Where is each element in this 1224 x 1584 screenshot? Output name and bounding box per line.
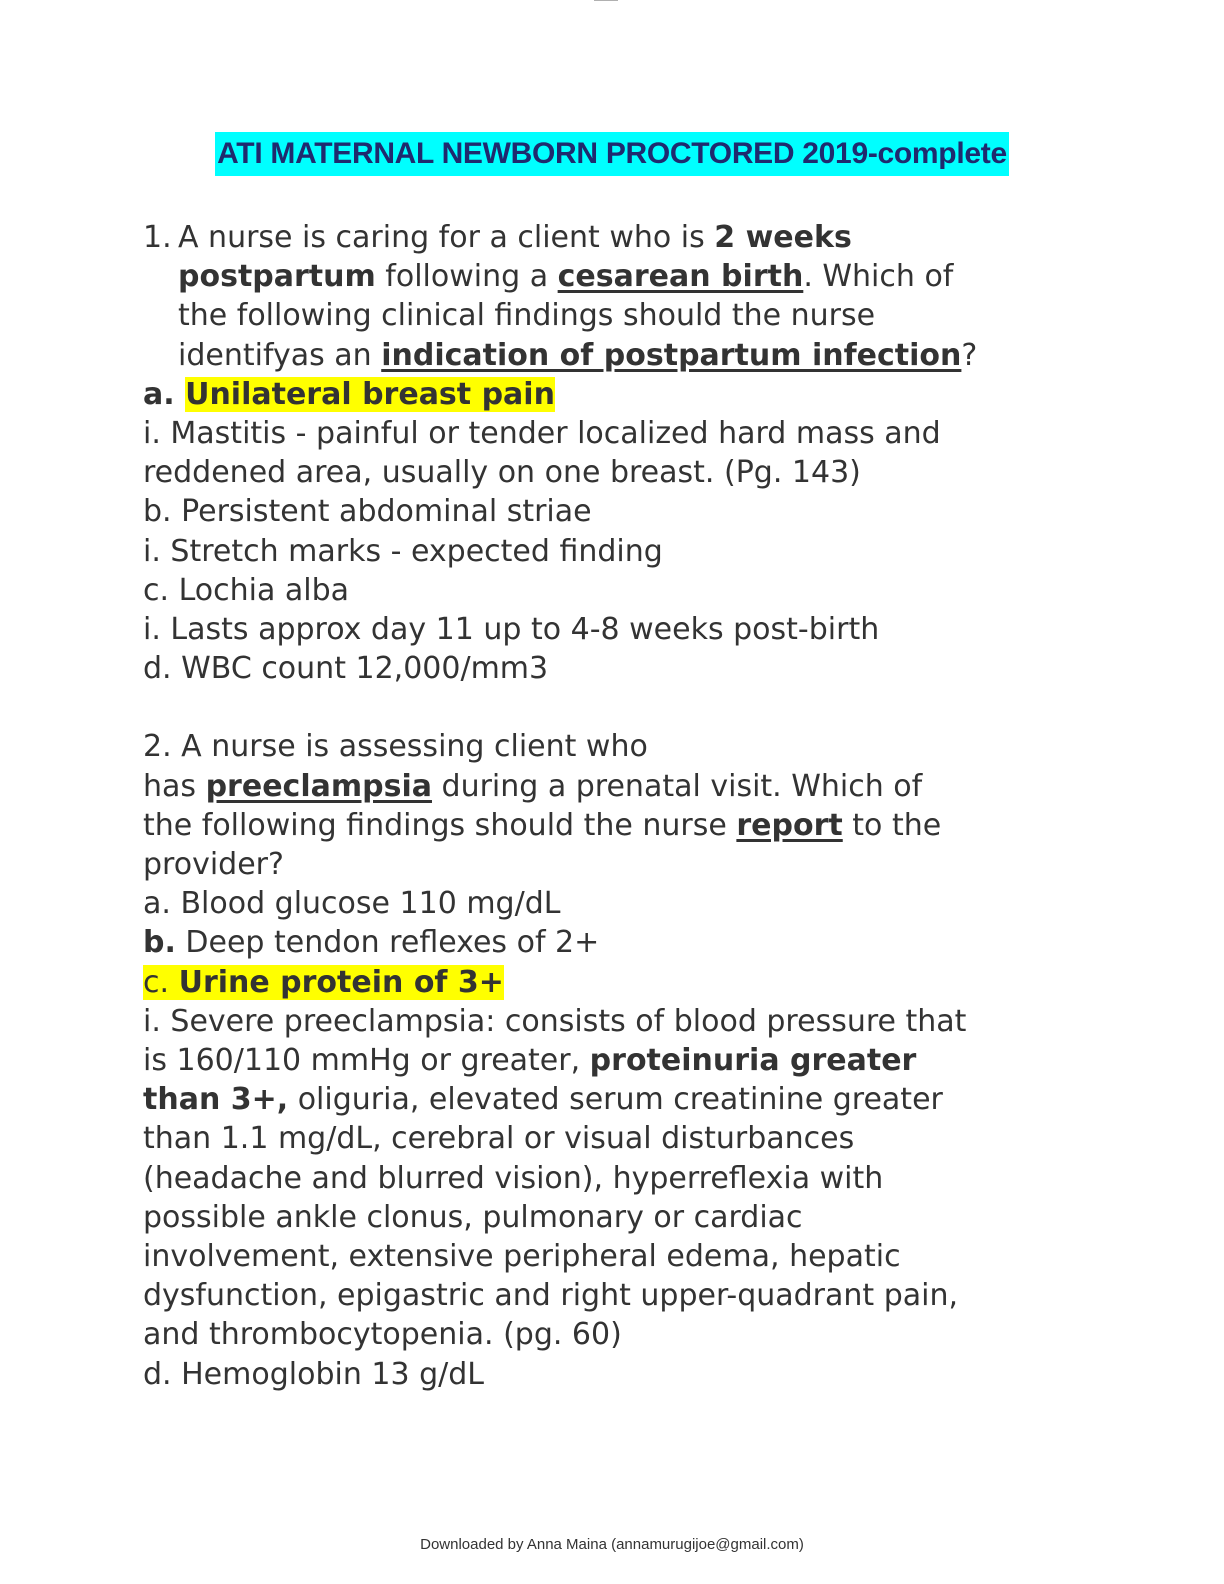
q1-emphasis: postpartum [178, 259, 376, 295]
correct-answer-highlight: Urine protein of 3+ [178, 964, 504, 1000]
q1-rationale-a-1: i. Mastitis - painful or tender localized hard mass and [143, 416, 941, 452]
q2-rationale-2 [143, 1041, 1073, 1080]
title-container [0, 132, 1224, 176]
q2-option-c [143, 963, 1073, 1002]
q1-option-d: d. WBC count 12,000/mm3 [143, 651, 549, 687]
q1-line-2 [143, 257, 1073, 296]
q2-rationale-1: i. Severe preeclampsia: consists of blood pressure that [143, 1003, 967, 1039]
q1-line-3: the following clinical findings should the nurse [178, 298, 876, 334]
q1-number: 1. [143, 220, 172, 255]
option-prefix: a. [143, 376, 186, 412]
spacer [143, 688, 1073, 727]
header-mark [594, 0, 618, 3]
option-prefix: c. [143, 964, 179, 1000]
q2-line-1: 2. A nurse is assessing client who [143, 729, 648, 765]
q1-rationale-b: i. Stretch marks - expected finding [143, 533, 663, 569]
q1-emphasis: 2 weeks [714, 220, 852, 255]
q1-line-1 [143, 218, 1073, 257]
q2-line-4: provider? [143, 847, 284, 883]
q2-rationale-6: possible ankle clonus, pulmonary or cardiac [143, 1199, 803, 1235]
q1-rationale-c: i. Lasts approx day 11 up to 4-8 weeks post-birth [143, 612, 880, 648]
q2-option-a: a. Blood glucose 110 mg/dL [143, 886, 561, 922]
q1-option-a [143, 375, 1073, 414]
download-footer: Downloaded by Anna Maina (annamurugijoe@gmail.com) [420, 1536, 804, 1553]
rationale-text: is 160/110 mmHg or greater, [143, 1043, 590, 1079]
q1-text: identifyas an [178, 337, 382, 373]
q2-text: the following findings should the nurse [143, 807, 737, 843]
rationale-emphasis: proteinuria greater [589, 1043, 917, 1079]
q2-line-2 [143, 767, 1073, 806]
q2-rationale-5: (headache and blurred vision), hyperreflexia with [143, 1160, 884, 1196]
q1-line-4 [143, 336, 1073, 375]
q2-option-d: d. Hemoglobin 13 g/dL [143, 1356, 484, 1392]
q1-underlined: cesarean birth [557, 259, 804, 295]
q1-rationale-a-2: reddened area, usually on one breast. (Pg. 143) [143, 455, 861, 491]
q1-text: following a [375, 259, 558, 295]
q1-text: . Which of [803, 259, 954, 295]
q2-rationale-4: than 1.1 mg/dL, cerebral or visual disturbances [143, 1121, 855, 1157]
option-text: Deep tendon reflexes of 2+ [175, 925, 600, 961]
q1-text: ? [961, 337, 978, 373]
q2-underlined: report [736, 807, 843, 843]
q2-rationale-9: and thrombocytopenia. (pg. 60) [143, 1317, 622, 1353]
q2-underlined: preeclampsia [205, 768, 432, 804]
option-prefix: b. [143, 925, 176, 961]
q1-option-c: c. Lochia alba [143, 572, 350, 608]
rationale-emphasis: than 3+, [143, 1082, 289, 1118]
q2-rationale-8: dysfunction, epigastric and right upper-quadrant pain, [143, 1278, 959, 1314]
q1-option-b: b. Persistent abdominal striae [143, 494, 592, 530]
q2-line-3 [143, 806, 1073, 845]
correct-answer-highlight: Unilateral breast pain [185, 376, 555, 412]
q2-rationale-3 [143, 1080, 1073, 1119]
document-body [143, 218, 1073, 1394]
q1-underlined: indication of postpartum infection [381, 337, 962, 373]
q2-text: to the [842, 807, 942, 843]
q2-rationale-7: involvement, extensive peripheral edema, hepatic [143, 1239, 901, 1275]
rationale-text: oliguria, elevated serum creatinine greater [288, 1082, 943, 1118]
q2-option-b [143, 923, 1073, 962]
q1-text: A nurse is caring for a client who is [178, 220, 715, 255]
q2-text: has [143, 768, 206, 804]
document-title: ATI MATERNAL NEWBORN PROCTORED 2019-complete [215, 132, 1009, 176]
q2-text: during a prenatal visit. Which of [431, 768, 923, 804]
